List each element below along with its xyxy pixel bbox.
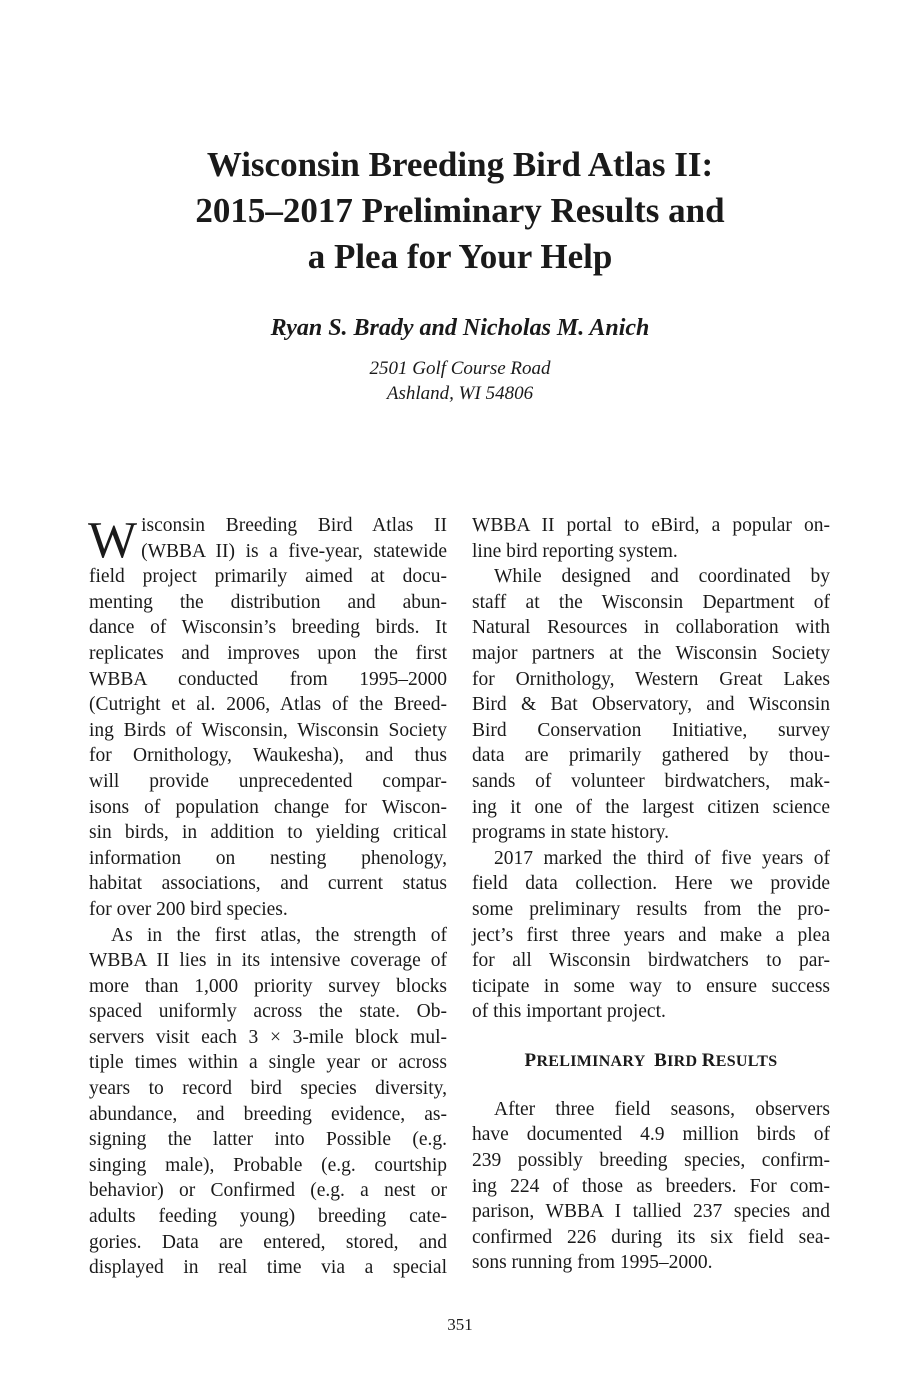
body-line: After three field seasons, observers	[494, 1098, 830, 1120]
body-line: will provide unprecedented compar-	[89, 770, 447, 792]
body-line: isconsin Breeding Bird Atlas II	[141, 515, 447, 536]
title-line: Wisconsin Breeding Bird Atlas II:	[206, 145, 714, 184]
body-line: replicates and improves upon the first	[89, 642, 447, 664]
body-line: field project primarily aimed at docu-	[89, 566, 447, 588]
body-line: for Ornithology, Waukesha), and thus	[89, 745, 447, 767]
body-line: years to record bird species diversity,	[89, 1078, 447, 1100]
body-line: programs in state history.	[472, 822, 669, 844]
body-line: ing it one of the largest citizen science	[472, 796, 830, 818]
right-column	[472, 513, 830, 1276]
body-line: ing 224 of those as breeders. For com-	[472, 1175, 830, 1197]
body-line: have documented 4.9 million birds of	[472, 1124, 830, 1146]
body-line: sons running from 1995–2000.	[472, 1252, 713, 1274]
body-line: WBBA II lies in its intensive coverage of	[89, 950, 447, 972]
body-line: Bird Conservation Initiative, survey	[472, 719, 830, 741]
body-line: field data collection. Here we provide	[472, 873, 830, 895]
body-line: While designed and coordinated by	[494, 566, 830, 588]
body-line: habitat associations, and current status	[89, 873, 447, 895]
authors: Ryan S. Brady and Nicholas M. Anich	[270, 315, 650, 341]
body-line: sin birds, in addition to yielding critical	[89, 822, 447, 844]
drop-cap: W	[88, 512, 138, 569]
body-line: for all Wisconsin birdwatchers to par-	[472, 950, 830, 972]
body-line: (Cutright et al. 2006, Atlas of the Breed-	[89, 694, 447, 716]
body-line: gories. Data are entered, stored, and	[89, 1231, 447, 1253]
body-line: Natural Resources in collaboration with	[472, 617, 830, 639]
body-line: 2017 marked the third of five years of	[494, 847, 830, 869]
body-line: (WBBA II) is a five-year, statewide	[141, 540, 447, 562]
body-line: information on nesting phenology,	[89, 847, 447, 869]
body-line: abundance, and breeding evidence, as-	[89, 1103, 447, 1125]
body-line: line bird reporting system.	[472, 540, 678, 562]
body-line: ticipate in some way to ensure success	[472, 975, 830, 997]
page-number: 351	[447, 1315, 473, 1334]
article-title	[0, 142, 920, 280]
body-line: parison, WBBA I tallied 237 species and	[472, 1201, 830, 1223]
body-line: for Ornithology, Western Great Lakes	[472, 668, 830, 690]
body-line: of this important project.	[472, 1001, 666, 1023]
address-line: Ashland, WI 54806	[386, 383, 534, 404]
body-line: signing the latter into Possible (e.g.	[89, 1129, 447, 1151]
body-line: more than 1,000 priority survey blocks	[89, 975, 447, 997]
body-line: ing Birds of Wisconsin, Wisconsin Society	[89, 719, 447, 741]
body-line: singing male), Probable (e.g. courtship	[89, 1154, 447, 1176]
body-line: WBBA II portal to eBird, a popular on-	[472, 515, 830, 536]
body-line: spaced uniformly across the state. Ob-	[89, 1001, 447, 1023]
body-line: WBBA conducted from 1995–2000	[89, 668, 447, 690]
body-line: 239 possibly breeding species, confirm-	[472, 1150, 830, 1172]
body-line: tiple times within a single year or across	[89, 1052, 447, 1074]
body-line: confirmed 226 during its six field sea-	[472, 1226, 830, 1248]
title-line: 2015–2017 Preliminary Results and	[195, 191, 725, 230]
body-line: menting the distribution and abun-	[89, 591, 447, 613]
body-line: behavior) or Confirmed (e.g. a nest or	[89, 1180, 447, 1202]
body-line: dance of Wisconsin’s breeding birds. It	[89, 617, 447, 639]
body-line: adults feeding young) breeding cate-	[89, 1206, 447, 1228]
body-line: staff at the Wisconsin Department of	[472, 591, 830, 613]
body-line: isons of population change for Wiscon-	[89, 796, 447, 818]
body-line: As in the first atlas, the strength of	[111, 924, 447, 946]
author-address	[0, 356, 920, 406]
title-line: a Plea for Your Help	[307, 237, 613, 276]
body-line: Bird & Bat Observatory, and Wisconsin	[472, 694, 830, 716]
body-line: for over 200 bird species.	[89, 898, 288, 920]
body-line: some preliminary results from the pro-	[472, 898, 830, 920]
body-line: displayed in real time via a special	[89, 1257, 447, 1279]
body-line: sands of volunteer birdwatchers, mak-	[472, 770, 830, 792]
body-line: ject’s first three years and make a plea	[472, 924, 830, 946]
body-line: data are primarily gathered by thou-	[472, 745, 830, 767]
address-line: 2501 Golf Course Road	[369, 358, 551, 379]
body-line: major partners at the Wisconsin Society	[472, 642, 830, 664]
left-column	[89, 513, 447, 1281]
section-heading: PRELIMINARY BIRD RESULTS	[524, 1049, 778, 1071]
body-line: servers visit each 3 × 3-mile block mul-	[89, 1026, 447, 1048]
